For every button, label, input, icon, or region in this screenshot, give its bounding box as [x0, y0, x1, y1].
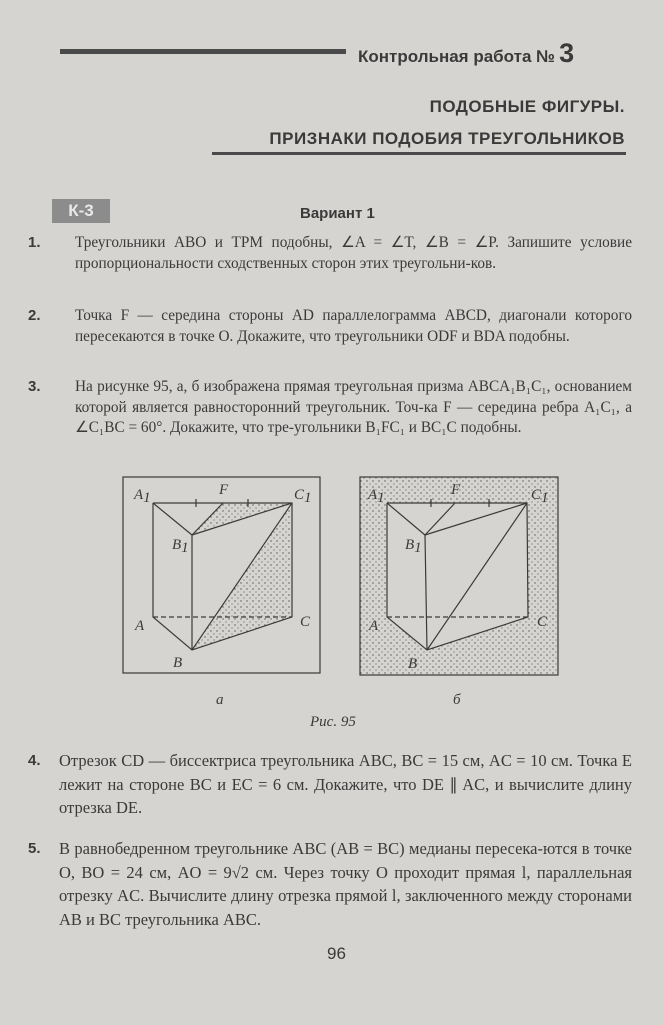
problem-number: 3.	[28, 378, 41, 395]
header-label: Контрольная работа №	[358, 47, 556, 66]
svg-text:F: F	[219, 482, 229, 498]
problem-number: 2.	[28, 307, 41, 324]
shaded-background	[360, 477, 558, 675]
svg-text:A1: A1	[134, 487, 151, 506]
header-number: 3	[559, 38, 575, 68]
problem-text: Точка F — середина стороны AD параллелограмма ABCD, диагонали которого пересекаются в точке O. Докажите, что треугольники ODF и BDA подобны.	[75, 307, 632, 345]
page-number: 96	[327, 944, 346, 963]
svg-text:A1: A1	[368, 487, 385, 506]
svg-text:A: A	[135, 618, 145, 634]
title-line-2: ПРИЗНАКИ ПОДОБИЯ ТРЕУГОЛЬНИКОВ	[269, 129, 625, 148]
figure-a	[123, 477, 320, 673]
svg-text:C1: C1	[531, 487, 549, 506]
svg-text:C: C	[300, 614, 311, 630]
title-line-1: ПОДОБНЫЕ ФИГУРЫ.	[429, 97, 625, 116]
problem-text: Треугольники ABO и TPM подобны, ∠A = ∠T, ∠B = ∠P. Запишите условие пропорциональности сходственных сторон этих треугольни-ков.	[75, 234, 632, 272]
svg-text:F: F	[451, 482, 461, 498]
svg-text:C: C	[537, 614, 548, 630]
problem-5	[28, 837, 632, 931]
problem-4	[28, 749, 632, 820]
figure-caption: Рис. 95	[310, 714, 356, 730]
svg-text:B1: B1	[172, 537, 189, 556]
problem-text: Отрезок CD — биссектриса треугольника ABC, BC = 15 см, AC = 10 см. Точка E лежит на стороне BC и EC = 6 см. Докажите, что DE ∥ AC, и вычислите длину отрезка DE.	[59, 751, 632, 817]
variant-heading: Вариант 1	[300, 205, 375, 222]
figure-b-label: б	[453, 692, 461, 708]
problem-number: 5.	[28, 840, 41, 857]
problem-text: В равнобедренном треугольнике ABC (AB = BC) медианы пересека-ются в точке O, BO = 24 см, AO = 9√2 см. Через точку O проходит прямая l, параллельная отрезку AC. Вычислите длину отрезка прямой l, заключенного между сторонами AB и BC треугольника ABC.	[59, 839, 632, 929]
svg-text:B: B	[173, 655, 183, 671]
svg-text:A: A	[369, 618, 379, 634]
svg-text:C1: C1	[294, 487, 312, 506]
problem-text: На рисунке 95, а, б изображена прямая треугольная призма ABCA₁B₁C₁, основанием которой является равносторонний треугольник. Точ-ка F — середина ребра A₁C₁, а ∠C₁BC = 60°. Докажите, что тре-угольники B₁FC₁ и BC₁C подобны.	[75, 378, 632, 436]
svg-text:B: B	[408, 656, 418, 672]
figure-b	[360, 477, 558, 675]
figure-a-label: а	[216, 692, 224, 708]
problem-number: 4.	[28, 752, 41, 769]
test-badge: К-3	[52, 199, 110, 223]
svg-text:B1: B1	[405, 537, 422, 556]
problem-number: 1.	[28, 234, 41, 251]
